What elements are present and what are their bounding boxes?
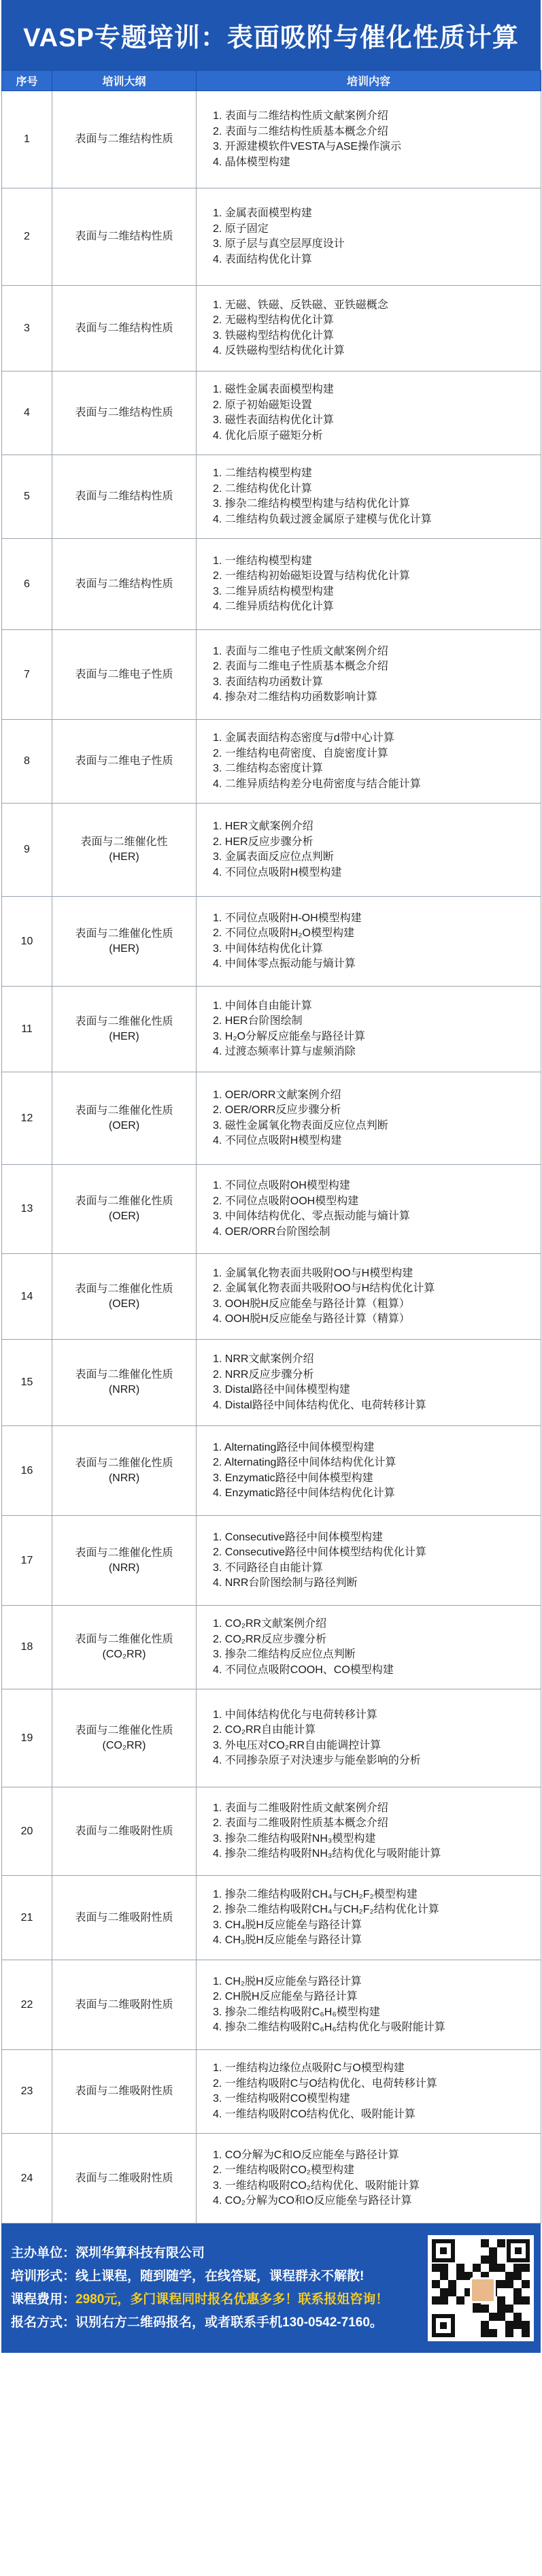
content-item: 1. 二维结构模型构建 [213, 467, 312, 479]
footer-signup-value: 识别右方二维码报名，或者联系手机130-0542-7160。 [75, 2315, 383, 2330]
row-outline [52, 1516, 197, 1606]
table-row [2, 1787, 541, 1876]
footer-info [11, 2242, 388, 2334]
row-number: 5 [2, 455, 52, 539]
row-outline-line: 表面与二维催化性质 [75, 1015, 173, 1027]
row-content [197, 1876, 541, 1960]
footer-host [11, 2242, 388, 2265]
content-item: 1. CH₂脱H反应能垒与路径计算 [213, 1975, 362, 1987]
content-item: 1. Alternating路径中间体模型构建 [213, 1441, 375, 1453]
header-outline: 培训大纲 [52, 71, 197, 91]
content-item: 1. 表面与二维结构性质文献案例介绍 [213, 110, 388, 122]
content-item: 2. Alternating路径中间体结构优化计算 [213, 1457, 396, 1468]
row-content [197, 455, 541, 539]
content-item: 3. 掺杂二维结构模型构建与结构优化计算 [213, 498, 410, 510]
footer-fee-value: 2980元，多门课程同时报名优惠多多！联系报姐咨询！ [75, 2292, 389, 2307]
row-outline: 表面与二维吸附性质 [52, 2134, 197, 2224]
content-item: 3. 二维结构态密度计算 [213, 763, 323, 774]
row-number: 10 [2, 897, 52, 987]
row-content [197, 1426, 541, 1516]
row-outline: 表面与二维吸附性质 [52, 1876, 197, 1960]
qr-avatar-icon [470, 2277, 496, 2303]
row-number: 2 [2, 188, 52, 286]
content-list [213, 911, 541, 972]
row-outline-line: (OER) [108, 1119, 140, 1132]
table-row [2, 188, 541, 286]
row-outline-line: (CO₂RR) [102, 1649, 146, 1660]
content-item: 3. 金属表面反应位点判断 [213, 851, 334, 863]
row-number: 7 [2, 630, 52, 720]
row-content [197, 91, 541, 188]
footer-format-label: 培训形式： [11, 2269, 76, 2283]
footer-host-value: 深圳华算科技有限公司 [75, 2246, 205, 2260]
content-item: 2. 原子初始磁矩设置 [213, 399, 312, 411]
row-number: 15 [2, 1340, 52, 1426]
header-content: 培训内容 [197, 71, 541, 91]
content-item: 2. 表面与二维吸附性质基本概念介绍 [213, 1817, 388, 1829]
table-row [2, 1165, 541, 1254]
row-content [197, 630, 541, 720]
row-outline: 表面与二维电子性质 [52, 630, 197, 720]
content-item: 2. OER/ORR反应步骤分析 [213, 1104, 341, 1116]
row-number: 17 [2, 1516, 52, 1606]
row-outline [52, 1606, 197, 1689]
content-item: 2. 表面与二维电子性质基本概念介绍 [213, 661, 388, 672]
row-outline [52, 1340, 197, 1426]
content-item: 4. 中间体零点振动能与熵计算 [213, 958, 356, 970]
row-number: 4 [2, 371, 52, 455]
content-item: 2. 不同位点吸附OOH模型构建 [213, 1195, 359, 1207]
content-list [213, 1440, 541, 1502]
content-item: 3. 磁性表面结构优化计算 [213, 414, 334, 426]
content-list [213, 999, 541, 1060]
row-outline: 表面与二维结构性质 [52, 188, 197, 286]
row-number: 23 [2, 2050, 52, 2134]
content-item: 2. 不同位点吸附H₂O模型构建 [213, 927, 355, 939]
table-row [2, 91, 541, 188]
content-list [213, 819, 541, 880]
content-list [213, 1887, 541, 1949]
content-item: 3. OOH脱H反应能垒与路径计算（粗算） [213, 1298, 410, 1310]
table-row [2, 1689, 541, 1787]
row-outline: 表面与二维结构性质 [52, 91, 197, 188]
row-number: 6 [2, 539, 52, 630]
header-num: 序号 [2, 71, 52, 91]
row-outline: 表面与二维结构性质 [52, 371, 197, 455]
row-outline-line: 表面与二维催化性质 [75, 1283, 173, 1295]
row-content [197, 539, 541, 630]
content-item: 1. Consecutive路径中间体模型构建 [213, 1531, 383, 1543]
content-item: 2. 无磁构型结构优化计算 [213, 314, 334, 326]
content-list [213, 1266, 541, 1327]
row-content [197, 1516, 541, 1606]
content-item: 3. 开源建模软件VESTA与ASE操作演示 [213, 141, 402, 152]
content-item: 4. 不同位点吸附COOH、CO模型构建 [213, 1664, 394, 1676]
row-content [197, 371, 541, 455]
content-list [213, 1975, 541, 2036]
table-row [2, 1340, 541, 1426]
table-body [2, 91, 541, 2224]
row-outline-line: 表面与二维催化性质 [75, 1724, 173, 1736]
row-outline-line: (NRR) [108, 1384, 140, 1396]
content-item: 3. CH₄脱H反应能垒与路径计算 [213, 1919, 362, 1931]
content-list [213, 109, 541, 170]
content-item: 2. 一维结构吸附CO₂模型构建 [213, 2164, 355, 2176]
table-row [2, 1960, 541, 2050]
row-number: 21 [2, 1876, 52, 1960]
table-header-row [2, 71, 541, 91]
row-number: 3 [2, 286, 52, 371]
row-number: 14 [2, 1254, 52, 1340]
course-table [1, 70, 541, 2224]
table-row [2, 286, 541, 371]
row-outline: 表面与二维结构性质 [52, 455, 197, 539]
content-item: 3. 表面结构功函数计算 [213, 676, 323, 688]
content-item: 4. 优化后原子磁矩分析 [213, 429, 323, 442]
row-outline [52, 987, 197, 1072]
row-outline: 表面与二维吸附性质 [52, 2050, 197, 2134]
content-item: 4. 掺杂二维结构吸附C₆H₆结构优化与吸附能计算 [213, 2021, 445, 2033]
row-number: 1 [2, 91, 52, 188]
content-list [213, 1088, 541, 1149]
qr-finder-icon [432, 2314, 455, 2337]
row-outline: 表面与二维吸附性质 [52, 1787, 197, 1876]
table-row [2, 1426, 541, 1516]
content-item: 4. 不同位点吸附H模型构建 [213, 866, 342, 878]
content-list [213, 1352, 541, 1413]
row-number: 16 [2, 1426, 52, 1516]
row-content [197, 1254, 541, 1340]
content-item: 1. 一维结构模型构建 [213, 555, 312, 567]
content-item: 4. 不同位点吸附H模型构建 [213, 1135, 342, 1146]
content-item: 2. 金属氧化物表面共吸附OO与H结构优化计算 [213, 1283, 435, 1294]
content-item: 4. OOH脱H反应能垒与路径计算（精算） [213, 1313, 410, 1325]
content-list [213, 731, 541, 792]
row-outline-line: (NRR) [108, 1472, 140, 1484]
row-outline-line: (NRR) [108, 1562, 140, 1574]
content-item: 1. 金属表面结构态密度与d带中心计算 [213, 732, 394, 744]
content-item: 2. 原子固定 [213, 222, 269, 235]
content-item: 1. OER/ORR文献案例介绍 [213, 1089, 341, 1101]
qr-finder-icon [432, 2239, 455, 2262]
table-row [2, 1072, 541, 1165]
footer-fee [11, 2288, 388, 2311]
content-list [213, 644, 541, 706]
content-item: 3. 外电压对CO₂RR自由能调控计算 [213, 1739, 382, 1751]
row-outline [52, 1254, 197, 1340]
content-item: 2. CH脱H反应能垒与路径计算 [213, 1991, 358, 2002]
content-item: 3. 掺杂二维结构反应位点判断 [213, 1649, 356, 1660]
content-item: 2. 一维结构电荷密度、自旋密度计算 [213, 747, 388, 759]
row-content [197, 2134, 541, 2224]
content-item: 4. 二维结构负载过渡金属原子建模与优化计算 [213, 513, 432, 525]
content-item: 4. 表面结构优化计算 [213, 253, 312, 265]
row-outline-line: 表面与二维催化性质 [75, 1457, 173, 1469]
row-number: 9 [2, 804, 52, 897]
content-item: 1. 一维结构边缘位点吸附C与O模型构建 [213, 2062, 405, 2074]
footer-format-value: 线上课程，随到随学，在线答疑，课程群永不解散! [75, 2269, 365, 2283]
content-item: 3. 二维异质结构模型构建 [213, 585, 334, 597]
row-number: 24 [2, 2134, 52, 2224]
row-outline-line: (OER) [108, 1298, 140, 1310]
row-number: 18 [2, 1606, 52, 1689]
content-item: 2. 一维结构吸附C与O结构优化、电荷转移计算 [213, 2077, 437, 2090]
footer-signup-label: 报名方式： [11, 2315, 76, 2330]
content-item: 1. 不同位点吸附H-OH模型构建 [213, 912, 362, 924]
row-outline: 表面与二维电子性质 [52, 720, 197, 804]
row-content [197, 987, 541, 1072]
footer-fee-label: 课程费用： [11, 2292, 76, 2307]
content-item: 2. HER台阶图绘制 [213, 1015, 303, 1027]
content-item: 1. 无磁、铁磁、反铁磁、亚铁磁概念 [213, 299, 388, 311]
content-item: 4. 掺杂对二维结构功函数影响计算 [213, 691, 377, 703]
content-item: 4. CO₂分解为CO和O反应能垒与路径计算 [213, 2195, 412, 2207]
content-item: 1. 表面与二维吸附性质文献案例介绍 [213, 1802, 388, 1814]
row-outline-line: 表面与二维催化性质 [75, 1104, 173, 1117]
content-list [213, 1708, 541, 1769]
row-content [197, 2050, 541, 2134]
content-item: 4. OER/ORR台阶图绘制 [213, 1225, 331, 1238]
row-outline [52, 1072, 197, 1165]
content-item: 1. 中间体自由能计算 [213, 1000, 312, 1012]
content-list [213, 466, 541, 527]
content-item: 4. 二维异质结构优化计算 [213, 601, 334, 612]
row-number: 12 [2, 1072, 52, 1165]
row-content [197, 720, 541, 804]
footer-host-label: 主办单位： [11, 2246, 76, 2260]
content-item: 4. Enzymatic路径中间体结构优化计算 [213, 1487, 395, 1499]
row-outline [52, 1165, 197, 1254]
table-row [2, 1254, 541, 1340]
content-item: 1. 金属氧化物表面共吸附OO与H模型构建 [213, 1267, 413, 1279]
footer [1, 2224, 541, 2353]
content-item: 1. CO分解为C和O反应能垒与路径计算 [213, 2149, 399, 2161]
content-item: 3. Enzymatic路径中间体模型构建 [213, 1472, 373, 1484]
content-item: 2. Consecutive路径中间体模型结构优化计算 [213, 1547, 426, 1558]
row-outline-line: (OER) [108, 1210, 140, 1222]
table-row [2, 1606, 541, 1689]
table-row [2, 987, 541, 1072]
footer-format [11, 2265, 388, 2288]
row-outline-line: (HER) [109, 1030, 139, 1042]
content-item: 4. 一维结构吸附CO结构优化、吸附能计算 [213, 2108, 416, 2120]
qr-code-icon[interactable] [428, 2235, 534, 2341]
content-item: 1. 金属表面模型构建 [213, 208, 312, 219]
footer-signup [11, 2311, 388, 2334]
content-list [213, 1801, 541, 1862]
content-item: 3. 一维结构吸附CO模型构建 [213, 2093, 350, 2104]
row-content [197, 1340, 541, 1426]
qr-finder-icon [507, 2239, 530, 2262]
content-item: 4. CH₃脱H反应能垒与路径计算 [213, 1934, 362, 1946]
content-item: 1. HER文献案例介绍 [213, 821, 314, 832]
row-content [197, 897, 541, 987]
content-item: 3. 磁性金属氧化物表面反应位点判断 [213, 1119, 388, 1132]
content-item: 4. 过渡态频率计算与虚频消除 [213, 1046, 356, 1057]
content-item: 3. 铁磁构型结构优化计算 [213, 329, 334, 342]
row-number: 19 [2, 1689, 52, 1787]
content-item: 1. NRR文献案例介绍 [213, 1353, 314, 1365]
content-list [213, 1178, 541, 1240]
row-outline: 表面与二维结构性质 [52, 539, 197, 630]
content-item: 2. CO₂RR反应步骤分析 [213, 1633, 327, 1645]
content-item: 4. 反铁磁构型结构优化计算 [213, 345, 345, 357]
row-outline-line: 表面与二维催化性质 [75, 1634, 173, 1645]
content-list [213, 2148, 541, 2209]
content-item: 4. Distal路径中间体结构优化、电荷转移计算 [213, 1399, 426, 1411]
row-content [197, 1165, 541, 1254]
table-row [2, 455, 541, 539]
row-outline-line: (HER) [109, 942, 139, 955]
content-item: 1. 中间体结构优化与电荷转移计算 [213, 1708, 377, 1721]
row-outline [52, 897, 197, 987]
row-outline [52, 1689, 197, 1787]
table-row [2, 539, 541, 630]
table-row [2, 897, 541, 987]
content-list [213, 298, 541, 359]
row-number: 11 [2, 987, 52, 1072]
content-item: 1. 磁性金属表面模型构建 [213, 384, 334, 395]
content-item: 4. 不同掺杂原子对決速步与能垒影响的分析 [213, 1755, 421, 1766]
content-item: 3. 掺杂二维结构吸附C₆H₆模型构建 [213, 2006, 380, 2018]
row-outline-line: (CO₂RR) [102, 1739, 146, 1751]
content-item: 3. 不同路径自由能计算 [213, 1562, 323, 1574]
content-item: 2. 一维结构初始磁矩设置与结构优化计算 [213, 570, 410, 582]
table-row [2, 720, 541, 804]
row-outline-line: 表面与二维催化性质 [75, 927, 173, 940]
table-row [2, 2050, 541, 2134]
row-content [197, 804, 541, 897]
content-item: 3. H₂O分解反应能垒与路径计算 [213, 1030, 366, 1042]
content-item: 2. NRR反应步骤分析 [213, 1368, 314, 1381]
content-list [213, 554, 541, 615]
content-item: 4. 二维异质结构差分电荷密度与结合能计算 [213, 778, 421, 790]
table-row [2, 1876, 541, 1960]
content-list [213, 382, 541, 444]
content-item: 3. 一维结构吸附CO₂结构优化、吸附能计算 [213, 2179, 420, 2192]
row-outline: 表面与二维吸附性质 [52, 1960, 197, 2050]
content-item: 1. 不同位点吸附OH模型构建 [213, 1180, 350, 1191]
row-outline [52, 804, 197, 897]
content-list [213, 2061, 541, 2122]
content-item: 3. Distal路径中间体模型构建 [213, 1384, 350, 1396]
row-outline-line: 表面与二维催化性 [80, 836, 168, 848]
content-item: 4. NRR台阶图绘制与路径判断 [213, 1577, 358, 1589]
row-outline-line: 表面与二维催化性质 [75, 1195, 173, 1207]
row-outline-line: (HER) [109, 851, 139, 863]
content-item: 2. 二维结构优化计算 [213, 482, 312, 495]
row-content [197, 188, 541, 286]
table-row [2, 371, 541, 455]
row-outline-line: 表面与二维催化性质 [75, 1369, 173, 1381]
content-item: 3. 中间体结构优化、零点振动能与熵计算 [213, 1210, 410, 1222]
content-item: 2. HER反应步骤分析 [213, 836, 314, 848]
content-item: 4. 晶体模型构建 [213, 156, 290, 168]
content-item: 3. 中间体结构优化计算 [213, 942, 323, 955]
row-content [197, 1606, 541, 1689]
row-content [197, 1960, 541, 2050]
table-row [2, 2134, 541, 2224]
table-row [2, 804, 541, 897]
content-item: 3. 原子层与真空层厚度设计 [213, 238, 345, 250]
content-item: 1. 表面与二维电子性质文献案例介绍 [213, 645, 388, 657]
row-number: 8 [2, 720, 52, 804]
content-item: 4. 掺杂二维结构吸附NH₃结构优化与吸附能计算 [213, 1848, 441, 1860]
content-item: 2. 掺杂二维结构吸附CH₄与CH₂F₂结构优化计算 [213, 1904, 439, 1915]
content-list [213, 1530, 541, 1591]
content-item: 2. CO₂RR自由能计算 [213, 1724, 316, 1736]
content-list [213, 206, 541, 267]
page-title: VASP专题培训：表面吸附与催化性质计算 [1, 0, 541, 70]
row-content [197, 286, 541, 371]
row-number: 20 [2, 1787, 52, 1876]
row-number: 22 [2, 1960, 52, 2050]
row-outline: 表面与二维结构性质 [52, 286, 197, 371]
row-number: 13 [2, 1165, 52, 1254]
row-content [197, 1787, 541, 1876]
table-row [2, 1516, 541, 1606]
row-outline [52, 1426, 197, 1516]
row-content [197, 1689, 541, 1787]
content-list [213, 1617, 541, 1678]
content-item: 1. CO₂RR文献案例介绍 [213, 1618, 327, 1630]
row-outline-line: 表面与二维催化性质 [75, 1547, 173, 1559]
content-item: 3. 掺杂二维结构吸附NH₃模型构建 [213, 1832, 376, 1845]
table-row [2, 630, 541, 720]
content-item: 2. 表面与二维结构性质基本概念介绍 [213, 125, 388, 137]
content-item: 1. 掺杂二维结构吸附CH₄与CH₂F₂模型构建 [213, 1888, 418, 1900]
row-content [197, 1072, 541, 1165]
